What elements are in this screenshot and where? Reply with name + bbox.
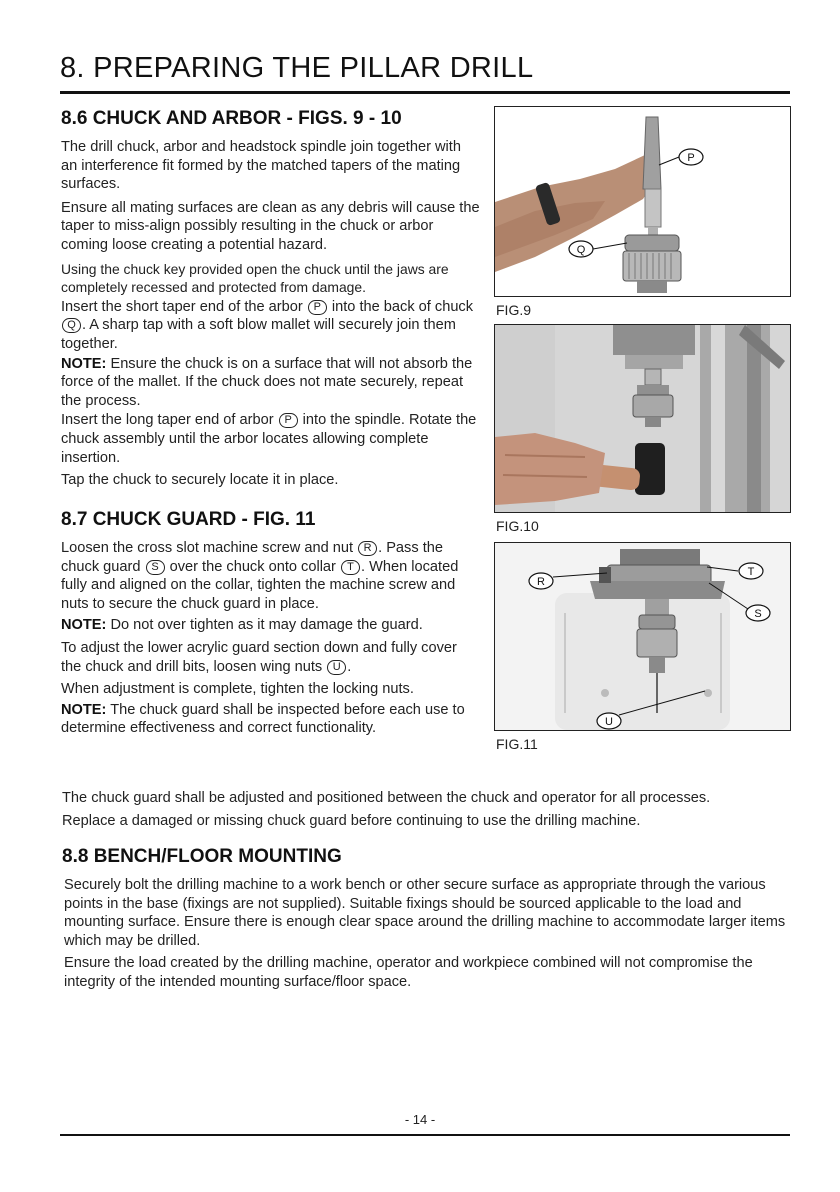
fig11-label-t: T <box>747 566 755 578</box>
figure-11-photo <box>494 542 791 731</box>
footer-divider <box>60 1134 790 1136</box>
note-text: The chuck guard shall be inspected before each use to determine effectiveness and correct functionality. <box>61 701 465 737</box>
fig9-label-p: P <box>687 152 695 164</box>
callout-marker-u: U <box>327 660 346 675</box>
paragraph: The drill chuck, arbor and headstock spindle join together with an interference fit formed by the matched tapers of the mating surfaces. <box>61 139 461 193</box>
paragraph: Replace a damaged or missing chuck guard before continuing to use the drilling machine. <box>62 813 641 829</box>
paragraph <box>61 639 481 676</box>
title-divider <box>60 91 790 94</box>
paragraph <box>61 298 481 354</box>
section-8-6-body <box>61 138 481 490</box>
page-number: - 14 - <box>404 1112 436 1127</box>
paragraph <box>61 539 481 613</box>
paragraph: Using the chuck key provided open the chuck until the jaws are completely recessed and protected from damage. <box>61 260 449 296</box>
fig10-illustration <box>495 325 790 512</box>
callout-marker-t: T <box>341 560 360 575</box>
note <box>61 616 481 635</box>
text-run: into the spindle. Rotate the chuck assembly until the arbor locates allowing complete insertion. <box>61 412 477 466</box>
note-text: Do not over tighten as it may damage the guard. <box>106 617 423 634</box>
callout-marker-s: S <box>146 560 165 575</box>
text-run: into the back of chuck <box>327 298 474 315</box>
section-heading-8-8: 8.8 BENCH/FLOOR MOUNTING <box>62 846 342 867</box>
paragraph: Ensure all mating surfaces are clean as any debris will cause the taper to miss-align possibly resulting in the chuck or arbor coming loose creating a potential hazard. <box>61 199 480 253</box>
fig9-label-q: Q <box>576 244 586 256</box>
note-text: Ensure the chuck is on a surface that will not absorb the force of the mallet. If the chuck does not mate securely, repeat the process. <box>61 355 473 409</box>
note <box>61 355 481 411</box>
text-run: . <box>347 658 352 675</box>
figure-11-caption: FIG.11 <box>496 736 538 752</box>
callout-marker-p: P <box>308 300 327 315</box>
text-run: Insert the long taper end of arbor <box>61 412 278 429</box>
text-run: over the chuck onto collar <box>165 558 340 575</box>
figure-10-photo <box>494 324 791 513</box>
paragraph: Ensure the load created by the drilling machine, operator and workpiece combined will not compromise the integrity of the intended mounting surface/floor space. <box>64 955 753 990</box>
section-heading-8-7: 8.7 CHUCK GUARD - FIG. 11 <box>61 509 316 530</box>
figure-9-photo <box>494 106 791 297</box>
callout-marker-p: P <box>279 413 298 428</box>
text-run: To adjust the lower acrylic guard section down and fully cover the chuck and drill bits, loosen wing nuts <box>61 639 457 675</box>
note-label: NOTE: <box>61 617 107 634</box>
page-title: 8. PREPARING THE PILLAR DRILL <box>60 52 534 84</box>
callout-marker-r: R <box>358 541 377 556</box>
fig11-illustration <box>495 543 790 730</box>
text-run: . A sharp tap with a soft blow mallet will securely join them together. <box>61 317 456 352</box>
text-run: Insert the short taper end of the arbor <box>61 298 307 315</box>
text-run: Loosen the cross slot machine screw and nut <box>61 540 358 556</box>
fig11-label-u: U <box>605 716 613 728</box>
fig9-illustration <box>495 107 790 296</box>
paragraph: The chuck guard shall be adjusted and positioned between the chuck and operator for all processes. <box>62 790 711 806</box>
fig11-label-s: S <box>754 608 762 620</box>
paragraph: When adjustment is complete, tighten the locking nuts. <box>61 681 414 698</box>
paragraph <box>61 411 481 467</box>
figure-9-caption: FIG.9 <box>496 302 532 318</box>
text-run: . Pass the chuck guard <box>61 540 443 575</box>
note <box>61 701 481 738</box>
figure-10-caption: FIG.10 <box>496 518 539 534</box>
note-label: NOTE: <box>61 355 107 372</box>
fig11-label-r: R <box>537 576 545 588</box>
section-8-7-body <box>61 539 481 738</box>
note-label: NOTE: <box>61 701 107 718</box>
section-heading-8-6: 8.6 CHUCK AND ARBOR - FIGS. 9 - 10 <box>61 108 402 129</box>
paragraph: Tap the chuck to securely locate it in place. <box>61 472 339 489</box>
paragraph: Securely bolt the drilling machine to a work bench or other secure surface as appropriate through the various points in the base (fixings are not supplied). Suitable fixings should be sourced applicable to the load and mounting surface. Ensure there is enough clear space around the drilling machine to accommodate larger items which may be drilled. <box>64 877 786 949</box>
callout-marker-q: Q <box>62 318 81 333</box>
text-run: . When located fully and aligned on the collar, tighten the machine screw and nuts to secure the chuck guard in place. <box>61 558 459 612</box>
